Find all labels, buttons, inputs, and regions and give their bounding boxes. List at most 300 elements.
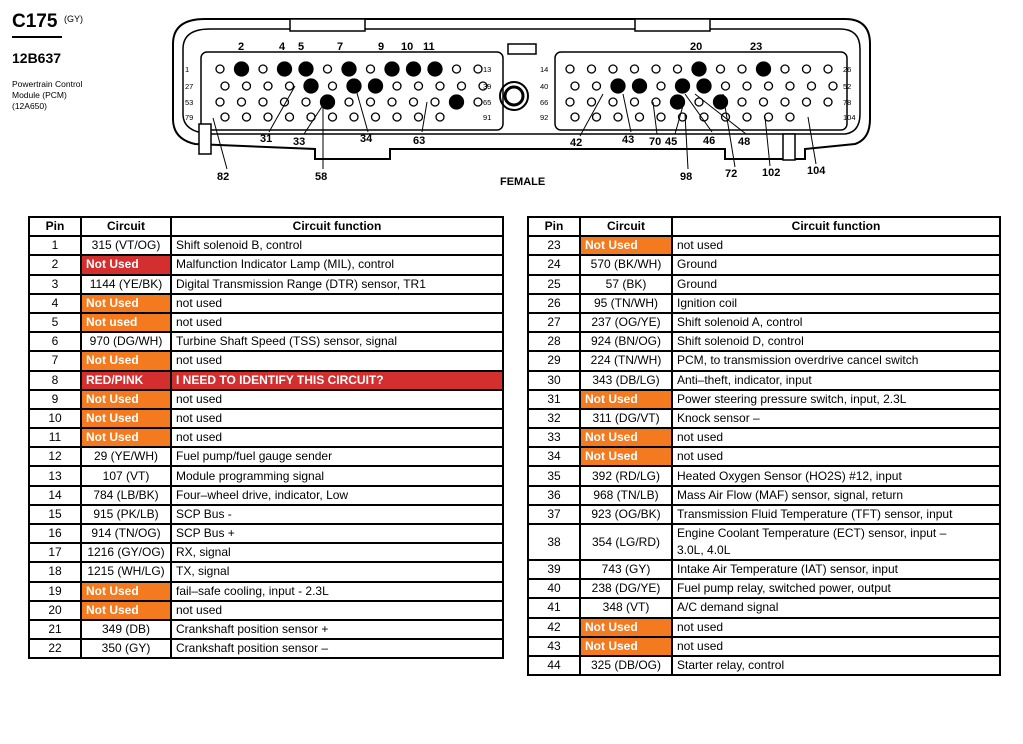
connector-diagram xyxy=(165,14,885,194)
circuit-function-text: Knock sensor – xyxy=(677,410,760,425)
circuit-function-cell xyxy=(672,371,1000,390)
pin-number: 23 xyxy=(528,236,580,255)
connector-pin xyxy=(450,95,464,109)
pin-number: 20 xyxy=(29,601,81,620)
header-function: Circuit function xyxy=(171,217,503,236)
connector-pin xyxy=(697,79,711,93)
circuit-function-cell xyxy=(171,562,503,581)
circuit-function-cell xyxy=(672,236,1000,255)
pin-callout: 7 xyxy=(337,41,344,53)
pin-number: 7 xyxy=(29,351,81,370)
circuit-cell: Not Used xyxy=(580,637,672,656)
pin-callout: 104 xyxy=(807,165,826,177)
circuit-function-cell xyxy=(171,275,503,294)
circuit-function-text: not used xyxy=(677,238,724,253)
connector-pin xyxy=(436,82,444,90)
circuit-function-text: Heated Oxygen Sensor (HO2S) #12, input xyxy=(677,468,902,483)
connector-pin xyxy=(593,113,601,121)
table-row xyxy=(528,332,1000,351)
circuit-function-cell xyxy=(672,505,1000,524)
table-row xyxy=(29,505,503,524)
header-function: Circuit function xyxy=(672,217,1000,236)
circuit-cell: Not used xyxy=(81,313,171,332)
pin-number: 22 xyxy=(29,639,81,658)
connector-pin xyxy=(369,79,383,93)
connector-pin xyxy=(803,65,811,73)
pin-callout: 63 xyxy=(413,135,426,147)
circuit-cell: 924 (BN/OG) xyxy=(580,332,672,351)
pin-callout: 20 xyxy=(690,41,703,53)
table-row xyxy=(528,637,1000,656)
circuit-cell: Not Used xyxy=(81,601,171,620)
pin-callout: 5 xyxy=(298,41,305,53)
circuit-cell: 29 (YE/WH) xyxy=(81,447,171,466)
circuit-function-text: Digital Transmission Range (DTR) sensor, TR1 xyxy=(176,276,426,291)
table-row xyxy=(29,236,503,255)
callout-leader-line xyxy=(623,94,631,132)
pin-number: 29 xyxy=(528,351,580,370)
circuit-function-cell xyxy=(171,409,503,428)
circuit-function-cell xyxy=(672,637,1000,656)
top-key-center xyxy=(508,44,536,54)
circuit-function-cell xyxy=(171,390,503,409)
table-row xyxy=(29,371,503,390)
table-row xyxy=(528,579,1000,598)
circuit-function-cell xyxy=(171,371,503,390)
connector-pin xyxy=(415,82,423,90)
circuit-function-text: fail–safe cooling, input - 2.3L xyxy=(176,583,329,598)
circuit-function-text: PCM, to transmission overdrive cancel switch xyxy=(677,353,919,368)
circuit-function-text: Fuel pump relay, switched power, output xyxy=(677,581,891,596)
circuit-function-text: I NEED TO IDENTIFY THIS CIRCUIT? xyxy=(176,372,384,387)
circuit-function-text: not used xyxy=(176,315,223,330)
circuit-cell: 570 (BK/WH) xyxy=(580,255,672,274)
pin-number: 26 xyxy=(528,294,580,313)
circuit-function-cell xyxy=(171,313,503,332)
circuit-function-cell xyxy=(171,255,503,274)
connector-pin xyxy=(824,65,832,73)
pin-callout: 9 xyxy=(378,41,385,53)
connector-pin xyxy=(393,113,401,121)
pin-callout: 4 xyxy=(279,41,286,53)
row-start-label: 1 xyxy=(185,65,190,74)
pin-callout: 31 xyxy=(260,133,273,145)
circuit-cell: 107 (VT) xyxy=(81,466,171,485)
circuit-cell: RED/PINK xyxy=(81,371,171,390)
connector-pin xyxy=(286,113,294,121)
pin-number: 9 xyxy=(29,390,81,409)
pin-callout: 72 xyxy=(725,168,738,180)
circuit-function-cell xyxy=(672,656,1000,675)
module-description xyxy=(12,79,102,112)
table-row xyxy=(29,447,503,466)
circuit-function-cell xyxy=(672,351,1000,370)
circuit-function-text: not used xyxy=(677,449,724,464)
circuit-function-text: Module programming signal xyxy=(176,468,325,483)
circuit-cell: 743 (GY) xyxy=(580,560,672,579)
callout-leader-line xyxy=(808,117,816,164)
pin-number: 34 xyxy=(528,447,580,466)
circuit-cell: 57 (BK) xyxy=(580,275,672,294)
table-row xyxy=(29,620,503,639)
circuit-function-text: Crankshaft position sensor – xyxy=(176,641,329,656)
circuit-function-text: not used xyxy=(677,638,724,653)
connector-pin xyxy=(633,79,647,93)
pin-callout: 48 xyxy=(738,136,751,148)
circuit-function-text: A/C demand signal xyxy=(677,600,779,615)
table-row xyxy=(528,560,1000,579)
connector-pin xyxy=(286,82,294,90)
pin-number: 4 xyxy=(29,294,81,313)
connector-pin xyxy=(329,113,337,121)
circuit-function-text: not used xyxy=(176,353,223,368)
connector-pin xyxy=(829,82,837,90)
callout-leader-line xyxy=(269,86,295,132)
pin-callout: 102 xyxy=(762,167,781,179)
connector-pin xyxy=(611,79,625,93)
circuit-function-cell xyxy=(171,486,503,505)
top-key-left xyxy=(290,19,365,31)
pin-number: 15 xyxy=(29,505,81,524)
table-row xyxy=(528,598,1000,617)
table-row xyxy=(528,313,1000,332)
table-row xyxy=(29,313,503,332)
circuit-cell: 354 (LG/RD) xyxy=(580,524,672,560)
row-end-label: 13 xyxy=(483,65,492,74)
pin-callout: 34 xyxy=(360,133,373,145)
pin-number: 27 xyxy=(528,313,580,332)
connector-pin xyxy=(786,82,794,90)
connector-pin xyxy=(781,65,789,73)
pin-number: 16 xyxy=(29,524,81,543)
circuit-cell: Not Used xyxy=(81,428,171,447)
connector-pin xyxy=(235,62,249,76)
table-row xyxy=(29,294,503,313)
circuit-cell: Not Used xyxy=(580,390,672,409)
connector-pin xyxy=(367,98,375,106)
callout-leader-line xyxy=(685,114,688,169)
pin-number: 35 xyxy=(528,466,580,485)
pin-callout: 2 xyxy=(238,41,245,53)
circuit-function-cell xyxy=(171,601,503,620)
connector-pin xyxy=(264,113,272,121)
row-end-label: 104 xyxy=(843,113,856,122)
circuit-cell: 350 (GY) xyxy=(81,639,171,658)
connector-pin xyxy=(571,113,579,121)
callout-leader-line xyxy=(355,86,368,132)
connector-id: C175 xyxy=(12,11,58,32)
row-start-label: 14 xyxy=(540,65,549,74)
circuit-function-text: not used xyxy=(677,430,724,445)
table-row xyxy=(29,562,503,581)
header-circuit: Circuit xyxy=(81,217,171,236)
circuit-function-cell xyxy=(672,332,1000,351)
table-row xyxy=(29,255,503,274)
connector-pin xyxy=(238,98,246,106)
table-row xyxy=(29,524,503,543)
circuit-cell: 784 (LB/BK) xyxy=(81,486,171,505)
pin-number: 11 xyxy=(29,428,81,447)
row-end-label: 26 xyxy=(843,65,852,74)
row-end-label: 39 xyxy=(483,82,492,91)
table-row xyxy=(29,390,503,409)
connector-pin xyxy=(393,82,401,90)
pin-number: 14 xyxy=(29,486,81,505)
circuit-cell: Not Used xyxy=(81,390,171,409)
row-start-label: 92 xyxy=(540,113,549,122)
connector-pin xyxy=(216,65,224,73)
circuit-cell: 311 (DG/VT) xyxy=(580,409,672,428)
circuit-cell: 1216 (GY/OG) xyxy=(81,543,171,562)
circuit-function-text: Ignition coil xyxy=(677,295,738,310)
connector-pin xyxy=(436,113,444,121)
pin-number: 19 xyxy=(29,582,81,601)
row-end-label: 52 xyxy=(843,82,852,91)
circuit-function-cell xyxy=(672,579,1000,598)
circuit-cell: 392 (RD/LG) xyxy=(580,466,672,485)
circuit-cell: Not Used xyxy=(81,294,171,313)
connector-pin xyxy=(431,98,439,106)
table-row xyxy=(29,275,503,294)
connector-pin xyxy=(428,62,442,76)
connector-pin xyxy=(674,65,682,73)
row-start-label: 66 xyxy=(540,98,549,107)
circuit-cell: Not Used xyxy=(81,351,171,370)
circuit-function-cell xyxy=(171,332,503,351)
pin-number: 37 xyxy=(528,505,580,524)
circuit-function-cell xyxy=(171,524,503,543)
circuit-function-text-line2: 3.0L, 4.0L xyxy=(677,543,731,557)
pin-number: 38 xyxy=(528,524,580,560)
table-header-row xyxy=(528,217,1000,236)
connector-pin xyxy=(221,113,229,121)
circuit-function-cell xyxy=(672,313,1000,332)
circuit-function-cell xyxy=(672,486,1000,505)
table-row xyxy=(528,409,1000,428)
circuit-function-text: Crankshaft position sensor + xyxy=(176,622,329,637)
circuit-function-cell xyxy=(672,390,1000,409)
circuit-cell: 325 (DB/OG) xyxy=(580,656,672,675)
connector-pin xyxy=(760,98,768,106)
circuit-cell: 349 (DB) xyxy=(81,620,171,639)
connector-pin xyxy=(324,65,332,73)
connector-pin xyxy=(765,82,773,90)
table-row xyxy=(528,255,1000,274)
connector-pin xyxy=(824,98,832,106)
circuit-cell: Not Used xyxy=(580,428,672,447)
table-row xyxy=(29,332,503,351)
connector-pin xyxy=(588,65,596,73)
connector-pin xyxy=(407,62,421,76)
center-bolt-inner xyxy=(505,87,523,105)
row-end-label: 78 xyxy=(843,98,852,107)
connector-pin xyxy=(593,82,601,90)
table-row xyxy=(528,428,1000,447)
pin-number: 43 xyxy=(528,637,580,656)
header-pin: Pin xyxy=(29,217,81,236)
circuit-function-text: Fuel pump/fuel gauge sender xyxy=(176,449,333,464)
circuit-function-cell xyxy=(171,543,503,562)
pin-number: 33 xyxy=(528,428,580,447)
circuit-function-text: Malfunction Indicator Lamp (MIL), control xyxy=(176,257,395,272)
table-row xyxy=(29,351,503,370)
pin-number: 41 xyxy=(528,598,580,617)
circuit-function-cell xyxy=(171,351,503,370)
circuit-function-text: Power steering pressure switch, input, 2.3L xyxy=(677,391,907,406)
connector-color: (GY) xyxy=(64,14,83,24)
connector-pin xyxy=(676,79,690,93)
pin-number: 40 xyxy=(528,579,580,598)
table-row xyxy=(29,466,503,485)
circuit-function-cell xyxy=(171,466,503,485)
connector-pin xyxy=(304,79,318,93)
pin-number: 6 xyxy=(29,332,81,351)
connector-pin xyxy=(743,82,751,90)
pin-callout: 10 xyxy=(401,41,414,53)
circuit-function-text: SCP Bus - xyxy=(176,506,232,521)
header-pin: Pin xyxy=(528,217,580,236)
circuit-cell: 95 (TN/WH) xyxy=(580,294,672,313)
connector-pin xyxy=(410,98,418,106)
pin-callout: 33 xyxy=(293,136,306,148)
circuit-function-cell xyxy=(672,428,1000,447)
connector-pin xyxy=(302,98,310,106)
connector-pin xyxy=(657,82,665,90)
pin-number: 32 xyxy=(528,409,580,428)
connector-pin xyxy=(243,113,251,121)
table-row xyxy=(528,236,1000,255)
circuit-function-cell xyxy=(171,428,503,447)
circuit-function-text: not used xyxy=(176,430,223,445)
connector-pin xyxy=(738,65,746,73)
module-desc-line1: Powertrain Control xyxy=(12,79,83,89)
header-underline xyxy=(12,36,62,38)
circuit-function-cell xyxy=(672,560,1000,579)
circuit-function-text: Shift solenoid D, control xyxy=(677,334,804,349)
connector-pin xyxy=(692,62,706,76)
connector-pin xyxy=(609,65,617,73)
pin-number: 31 xyxy=(528,390,580,409)
circuit-cell: 343 (DB/LG) xyxy=(580,371,672,390)
circuit-function-text: RX, signal xyxy=(176,545,231,560)
pin-number: 10 xyxy=(29,409,81,428)
circuit-function-text: Shift solenoid B, control xyxy=(176,238,303,253)
table-row xyxy=(528,524,1000,560)
pin-number: 30 xyxy=(528,371,580,390)
circuit-function-text: Ground xyxy=(677,257,718,272)
circuit-function-cell xyxy=(672,598,1000,617)
circuit-function-cell xyxy=(171,620,503,639)
connector-pin xyxy=(299,62,313,76)
pin-number: 39 xyxy=(528,560,580,579)
row-end-label: 65 xyxy=(483,98,492,107)
circuit-cell: 237 (OG/YE) xyxy=(580,313,672,332)
circuit-function-text: Engine Coolant Temperature (ECT) sensor, input – xyxy=(677,526,947,540)
row-start-label: 79 xyxy=(185,113,194,122)
connector-pin xyxy=(221,82,229,90)
table-row xyxy=(29,582,503,601)
row-start-label: 27 xyxy=(185,82,194,91)
pin-number: 17 xyxy=(29,543,81,562)
pin-number: 18 xyxy=(29,562,81,581)
circuit-function-cell xyxy=(171,505,503,524)
circuit-cell: 915 (PK/LB) xyxy=(81,505,171,524)
pin-table-right xyxy=(527,216,1001,676)
connector-pin xyxy=(329,82,337,90)
circuit-function-cell xyxy=(672,294,1000,313)
table-row xyxy=(528,618,1000,637)
circuit-function-text: Intake Air Temperature (IAT) sensor, input xyxy=(677,562,898,577)
row-start-label: 53 xyxy=(185,98,194,107)
table-row xyxy=(528,466,1000,485)
circuit-cell: Not Used xyxy=(81,255,171,274)
circuit-function-cell xyxy=(171,582,503,601)
pin-number: 8 xyxy=(29,371,81,390)
connector-pin xyxy=(342,62,356,76)
circuit-cell: 1144 (YE/BK) xyxy=(81,275,171,294)
connector-pin xyxy=(453,65,461,73)
connector-pin xyxy=(781,98,789,106)
circuit-function-text: TX, signal xyxy=(176,564,230,579)
circuit-cell: 224 (TN/WH) xyxy=(580,351,672,370)
circuit-cell: 1215 (WH/LG) xyxy=(81,562,171,581)
callout-leader-line xyxy=(213,118,227,169)
circuit-function-cell xyxy=(672,409,1000,428)
circuit-function-text: Transmission Fluid Temperature (TFT) sensor, input xyxy=(677,506,953,521)
side-tab-right xyxy=(783,134,795,160)
circuit-function-cell xyxy=(672,524,1000,560)
connector-pin xyxy=(264,82,272,90)
connector-pin xyxy=(743,113,751,121)
pin-number: 2 xyxy=(29,255,81,274)
connector-pin xyxy=(588,98,596,106)
gender-label: FEMALE xyxy=(500,176,546,188)
pin-number: 28 xyxy=(528,332,580,351)
circuit-function-cell xyxy=(672,466,1000,485)
circuit-cell: Not Used xyxy=(580,447,672,466)
table-row xyxy=(29,639,503,658)
circuit-cell: 238 (DG/YE) xyxy=(580,579,672,598)
circuit-function-text: Anti–theft, indicator, input xyxy=(677,372,812,387)
connector-pin xyxy=(458,82,466,90)
connector-pin xyxy=(636,113,644,121)
connector-pin xyxy=(345,98,353,106)
table-row xyxy=(528,294,1000,313)
connector-pin xyxy=(786,113,794,121)
table-row xyxy=(29,486,503,505)
callout-leader-line xyxy=(653,102,657,134)
connector-pin xyxy=(566,65,574,73)
circuit-function-text: not used xyxy=(176,410,223,425)
table-row xyxy=(528,447,1000,466)
pin-number: 25 xyxy=(528,275,580,294)
connector-pin xyxy=(259,65,267,73)
pin-number: 36 xyxy=(528,486,580,505)
connector-pin xyxy=(571,82,579,90)
circuit-cell: 914 (TN/OG) xyxy=(81,524,171,543)
table-row xyxy=(29,601,503,620)
connector-pin xyxy=(803,98,811,106)
pin-callout: 45 xyxy=(665,136,678,148)
pin-callout: 82 xyxy=(217,171,230,183)
circuit-function-text: not used xyxy=(176,295,223,310)
circuit-function-text: Starter relay, control xyxy=(677,658,785,673)
circuit-function-cell xyxy=(672,618,1000,637)
circuit-function-cell xyxy=(171,294,503,313)
connector-pin xyxy=(614,113,622,121)
table-header-row xyxy=(29,217,503,236)
pin-callout: 98 xyxy=(680,171,693,183)
